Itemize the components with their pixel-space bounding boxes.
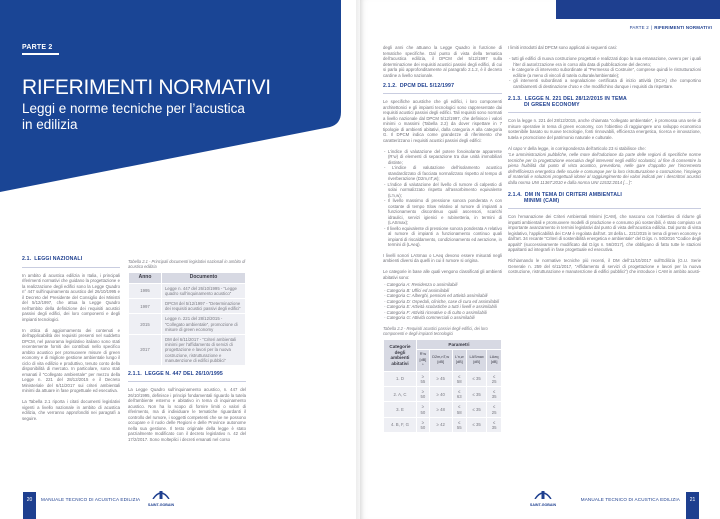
page-number-right: 21 [686,492,699,519]
paragraph: Le categorie in base alle quali vengono classificati gli ambienti abitativi sono: [383,269,502,280]
list-item: - Il livello equivalente di pressione sonora ponderata A relativo al rumore di impianti a funzionamento continuo quali impianti di riscaldamento, condizionamento ed aerazione, in termini di (LAeq). [383,226,502,248]
paragraph: Al capo V della legge, in corrispondenza dell’articolo 23 si stabilisce che: [508,145,646,151]
table-cell-doc: Legge n. 221 del 28/12/2015 - “Collegato ambientale”, promozione di misure di green economy [162,314,245,334]
table-cell-doc: DM del 6/11/2017 - “Criteri ambientali minimi per l’affidamento di servizi di progettazione e lavori per la nuova costruzione, ristrutturazione e manutenzione di edifici pubblici” [162,335,245,365]
table-cell: ≤ 63 [453,387,466,401]
section-number: 2.1. [22,256,32,262]
paragraph: degli anni che attuano la Legge Quadro in funzione di tematiche specifiche. Dal punto di vista della tematica dell’acustica edilizia, il DPCM del 5/12/1997 sulla determinazione dei requisiti acustici passivi degli edifici, di cui si parla più approfonditamente al paragrafo 2.1.2, è il decreto cardine a livello nazionale. [383,45,502,78]
table-cell: ≥ 40 [430,387,452,401]
table-header-unit: R’w [dB] * [417,350,429,371]
table-header-documento: Documento [162,273,245,283]
list-item: - Il livello massimo di pressione sonora ponderata A con costante di tempo Slow relativo al rumore di impianti a funzionamento discontinuo quali ascensori, scarichi idraulici, servizi igienici e rubinetteria, in termini di (LASmax); [383,198,502,226]
table-2-1 [128,272,246,366]
paragraph: In ambito di acustica edilizia in Italia, i principali riferimenti normativi che guidano la progettazione e la realizzazione degli edifici sono la Legge Quadro n° 447 sull’inquinamento acustico del 26/10/1995 e il Decreto del Presidente del Consiglio dei Ministri del 5/12/1997, che attua la Legge Quadro nell’ambito della definizione dei requisiti acustici passivi degli edifici, dei loro componenti e degli impianti tecnologici. [22,272,120,322]
running-head [630,25,712,30]
chapter-hero [0,0,343,195]
running-head-part: PARTE 2 [629,25,649,30]
section-title: LEGGE N. 447 DEL 26/10/1995 [144,370,223,377]
table-header-unit: LASmax [dB] [467,350,486,371]
right-right-column [508,45,701,280]
saint-gobain-logo [525,486,561,508]
table-row [129,299,245,313]
logo-text: SAINT-GOBAIN [529,503,557,507]
right-left-column [383,45,502,433]
table-cell: 4. B, F, G [384,418,416,432]
section-heading-2-1-2 [383,84,502,95]
section-number: 2.1.2. [383,82,397,89]
table-header-anno: Anno [129,273,161,283]
table-cell: ≤ 55 [453,418,466,432]
section-title-line1: LEGGE N. 221 DEL 28/12/2015 IN TEMA [524,96,627,102]
table-caption: Tabella 2.1 - Principali documenti legislativi nazionali in ambito di acustica edilizia [128,259,246,269]
section-title: DPCM DEL 5/12/1997 [399,82,455,89]
categories-list [383,282,502,321]
logo-text: SAINT-GOBAIN [147,503,175,507]
table-cell: 3. E [384,402,416,416]
section-title-line2: DI GREEN ECONOMY [524,101,580,108]
paragraph: I livelli sonori LASmax o LAeq devono essere misurati negli ambienti diversi da quelli in cui il rumore si origina. [383,252,502,263]
header-bar [556,0,720,19]
table-cell-year: 1995 [129,284,161,298]
section-title-line2: MINIMI (CAM) [524,197,560,204]
table-caption: Tabella 2.2 - Requisiti acustici passivi degli edifici, dei loro componenti e degli impianti tecnologici [383,325,488,336]
list-item: - le categorie di intervento subordinate al “Permesso di Costruire”, comprese quindi le ristrutturazioni edilizie (a meno di vincoli di tutela culturale/ambientale); [508,67,701,78]
section-heading-2-1 [22,257,120,268]
table-cell: ≥ 42 [430,418,452,432]
table-cell: ≤ 58 [453,402,466,416]
section-title: LEGGI NAZIONALI [34,256,83,262]
table-cell-doc: DPCM del 5/12/1997 - “Determinazione dei requisiti acustici passivi degli edifici” [162,299,245,313]
running-head-separator: | [650,25,653,30]
paragraph: La Legge Quadro sull’inquinamento acustico, n. 447 del 26/10/1995, definisce i principi fondamentali riguardo la tutela dell’ambiente esterno e abitativo in tema di inquinamento acustico. Non ha lo scopo di fornire limiti o valori di riferimento, ma di individuare le tematiche riguardanti il controllo del rumore, i soggetti competenti che se ne possono occupare e il ruolo delle Regioni e delle Province autonome nella sua gestione. Il testo originale della legge è stato parzialmente modificato con il decreto legislativo n. 42 del 17/2/2017. Sono molteplici i decreti emanati nel corso [128,387,246,442]
paragraph: Le specifiche acustiche che gli edifici, i loro componenti architettonici e gli impianti tecnologici sono rappresentate dai requisiti acustici passivi degli edifici. Tali requisiti sono normati a livello nazionale dal DPCM 5/12/1997, che definisce i valori minimi o massimi (Tabella 2.2) da dover rispettare in 7 tipologie di ambienti abitativi, dalla categoria A alla categoria G. Il DPCM indica come grandezze di riferimento che caratterizzano i requisiti acustici passivi degli edifici: [383,99,502,143]
table-cell: ≥ 50 [417,402,429,416]
table-cell: ≥ 48 [430,402,452,416]
list-item: - Categoria G: Attività commerciali o assimilabili [383,315,502,321]
logo-arch-icon [534,489,552,499]
paragraph: I limiti introdotti dal DPCM sono applicati ai seguenti casi: [508,45,617,50]
left-column [22,257,120,427]
table-row [384,372,501,386]
table-header-parameters: Parametri [417,340,501,350]
table-cell: 2. A, C [384,387,416,401]
table-cell: ≤ 25 [487,402,501,416]
table-row [384,387,501,401]
table-cell-year: 2017 [129,335,161,365]
requirements-list [383,149,502,248]
table-header-unit: LAeq [dB] [487,350,501,371]
table-row [129,284,245,298]
chapter-subtitle-line1: Leggi e norme tecniche per l’acustica [22,101,245,116]
table-cell: ≤ 35 [467,402,486,416]
chapter-subtitle [22,101,342,132]
list-item: - gli interventi subordinati a segnalazione certificata di inizio attività (SCIA) che comportino cambiamenti di destinazione d’uso e che modifichino dunque i requisiti da rispettare. [508,78,701,89]
section-title-line1: DM IN TEMA DI CRITERI AMBIENTALI [524,192,622,198]
table-cell: ≤ 35 [467,372,486,386]
table-cell: ≥ 50 [417,418,429,432]
list-item: - L’indice di valutazione del livello di rumore di calpestio di solai normalizzato rispetto all’assorbimento equivalente (L’n,w); [383,182,502,199]
table-cell-year: 2015 [129,314,161,334]
table-row [384,402,501,416]
section-number: 2.1.3. [508,96,522,102]
part-underline [22,53,59,55]
table-2-2 [383,339,502,434]
middle-column [128,259,246,448]
section-number: 2.1.1. [128,370,142,377]
table-cell: ≥ 55 [417,372,429,386]
table-header-unit: L’n,w [dB] [453,350,466,371]
cases-list [508,56,701,89]
table-cell: ≤ 25 [487,372,501,386]
list-item: - Categoria C: Alberghi, pensioni ed attività assimilabili [383,293,502,299]
paragraph: In ottica di aggiornamento dei contenuti e dell’applicabilità dei requisiti presenti nel suddetto DPCM, nel panorama legislativo italiano sono stati recentemente forniti dei contributi nello specifico ambito acustico per promuovere misure di green economy e di migliore gestione ambientale lungo il ciclo di vita edilizio e produttivo, tenuto conto della disponibilità di mercato. In particolare, sono stati emanati il “Collegato ambientale” per mezzo della Legge n. 221 del 28/12/2015 e il Decreto Ministeriale del 6/11/2017 sui criteri ambientali minimi da attuare in fase progettuale ed esecutiva. [22,327,120,393]
table-row [129,314,245,334]
list-item: - Categoria B: Uffici ed assimilabili [383,288,502,294]
paragraph: La Tabella 2.1 riporta i citati documenti legislativi vigenti a livello nazionale in ambito di acustica edilizia, che verranno approfonditi nei paragrafi a seguire. [22,399,120,421]
chapter-subtitle-line2: in edilizia [22,116,78,132]
section-heading-2-1-4 [508,193,701,209]
quote: “Le amministrazioni pubbliche, nelle more dell’adozione da parte delle regioni di specifiche norme tecniche per la progettazione esecutiva degli interventi negli edifici scolastici, al fine di consentire la piena fruibilità dal punto di vista acustico, prevedono, nelle gare d’appalto per l’incremento dell’efficienza energetica delle scuole e comunque per la loro ristrutturazione o costruzione, l’impiego di materiali e soluzioni progettuali idonei al raggiungimento dei valori indicati per i descrittori acustici dalla norma UNI 11367:2010 e dalla norma UNI 11532:2014 […]”. [508,152,701,185]
section-heading-2-1-1 [128,372,246,383]
page-number-left: 20 [23,492,36,519]
table-header-unit: D2m,nT,w [dB] [430,350,452,371]
table-cell: ≥ 50 [417,387,429,401]
table-row [384,418,501,432]
paragraph: Con l’emanazione dei Criteri Ambientali Minimi (CAM), che nascono con l’obiettivo di ridurre gli impatti ambientali e promuovere modelli di produzione e consumo più sostenibili, è stato compiuto un importante avanzamento in termini legislativi dal punto di vista dell’acustica edilizia. Dal punto di vista legislativo, l’applicabilità dei CAM è regolata dall’art. 18 della L. 221/2015 in tema di green economy e dall’art. 34 recante “Criteri di sostenibilità energetica e ambientale” del D.lgs. n. 50/2016 “Codice degli appalti” (successivamente modificato dal D.lgs n. 56/2017), che obbligano di fatto tutte le stazioni appaltanti ad integrarli in fase progettuale ed esecutiva. [508,214,701,252]
table-cell: ≤ 58 [453,372,466,386]
list-item: - Categoria F: Attività ricreative o di culto o assimilabili [383,310,502,316]
table-cell-doc: Legge n. 447 del 26/10/1995 - “Legge quadro sull’inquinamento acustico” [162,284,245,298]
table-cell: ≤ 35 [467,387,486,401]
saint-gobain-logo [143,486,179,508]
list-item: - tutti gli edifici di nuova costruzione progettati e realizzati dopo la sua emanazione, ovvero per i quali l’iter di autorizzazione era in corso alla data di pubblicazione del decreto; [508,56,701,67]
list-item: - Categoria A: Residenza o assimilabili [383,282,502,288]
running-head-section: RIFERIMENTI NORMATIVI [654,25,712,30]
table-cell: 1. D [384,372,416,386]
table-row [129,335,245,365]
table-cell: ≤ 35 [487,387,501,401]
table-cell: ≤ 35 [467,418,486,432]
logo-arch-icon [152,489,170,499]
section-number: 2.1.4. [508,192,522,198]
paragraph: Richiamando le normative tecniche più recenti, il DM dell’11/10/2017 sull’Edilizia (G.U. Serie Generale n. 259 del 6/11/2017, “Affidamento di servizi di progettazione e lavori per la nuova costruzione, ristrutturazione e manutenzione di edifici pubblici”) che introduce i CAM in ambito acusti- [508,258,701,274]
part-label: PARTE 2 [22,44,53,51]
list-item: - L’indice di valutazione del potere fonoisolante apparente (R’w) di elementi di separazione tra due unità immobiliari distinte; [383,149,502,166]
list-item: - Categoria D: Ospedali, cliniche, case di cura ed assimilabili [383,299,502,305]
table-header-categories: Categorie degli ambienti abitativi [384,340,416,371]
list-item: - L’indice di valutazione dell’isolamento acustico standardizzato di facciata normalizzato rispetto al tempo di riverberazione (D2m,nT,w); [383,165,502,182]
table-cell: ≤ 35 [487,418,501,432]
right-page [360,0,720,519]
footer-manual-title: MANUALE TECNICO DI ACUSTICA EDILIZIA [580,497,680,502]
footer-manual-title: MANUALE TECNICO DI ACUSTICA EDILIZIA [41,497,141,502]
table-cell-year: 1997 [129,299,161,313]
section-heading-2-1-3 [508,97,701,113]
table-cell: ≥ 45 [430,372,452,386]
list-item: - Categoria E: Attività scolastiche a tutti i livelli e assimilabili [383,304,502,310]
paragraph: Con la legge n. 221 del 28/12/2015, anche chiamata “collegato ambientale”, è promossa una serie di misure operative in tema di green economy, con l’obiettivo di raggiungere uno sviluppo economico sostenibile basato su nuove tecnologie, fonti rinnovabili, efficienza energetica, ricerca e innovazione, tutela e promozione del patrimonio naturale e culturale. [508,118,701,140]
chapter-title: RIFERIMENTI NORMATIVI [22,76,271,99]
